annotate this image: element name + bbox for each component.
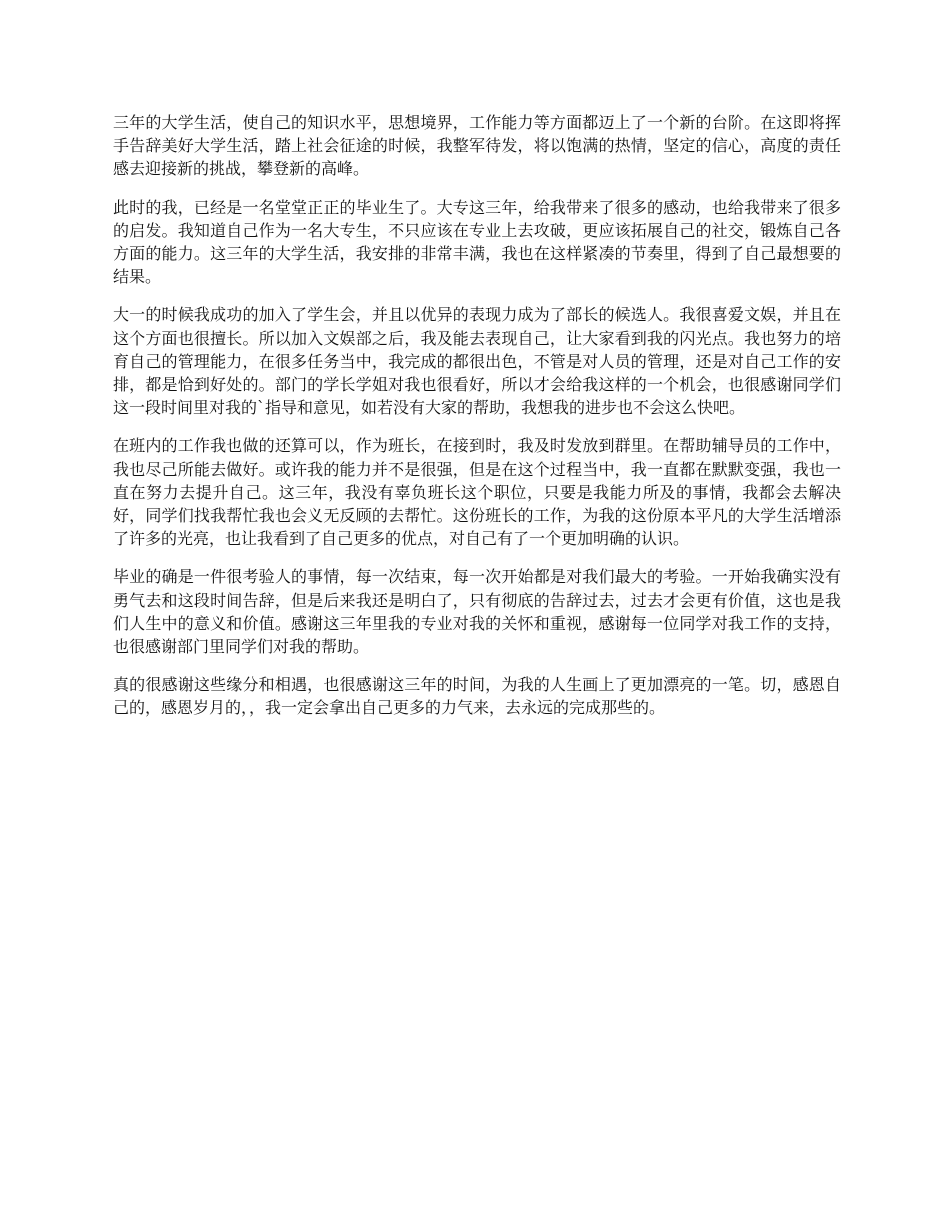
paragraph: 此时的我，已经是一名堂堂正正的毕业生了。大专这三年，给我带来了很多的感动，也给我带来了很多的启发。我知道自己作为一名大专生，不只应该在专业上去攻破，更应该拓展自己的社交，锻炼自己各方面的能力。这三年的大学生活，我安排的非常丰满，我也在这样紧凑的节奏里，得到了自己最想要的结果。 bbox=[113, 197, 841, 287]
paragraph: 毕业的确是一件很考验人的事情，每一次结束，每一次开始都是对我们最大的考验。一开始我确实没有勇气去和这段时间告辞，但是后来我还是明白了，只有彻底的告辞过去，过去才会更有价值，这也是我们人生中的意义和价值。感谢这三年里我的专业对我的关怀和重视，感谢每一位同学对我工作的支持，也很感谢部门里同学们对我的帮助。 bbox=[113, 567, 841, 657]
paragraph: 真的很感谢这些缘分和相遇，也很感谢这三年的时间，为我的人生画上了更加漂亮的一笔。切，感恩自己的，感恩岁月的，，我一定会拿出自己更多的力气来，去永远的完成那些的。 bbox=[113, 675, 841, 718]
paragraph: 三年的大学生活，使自己的知识水平，思想境界，工作能力等方面都迈上了一个新的台阶。在这即将挥手告辞美好大学生活，踏上社会征途的时候，我整军待发，将以饱满的热情，坚定的信心，高度的责任感去迎接新的挑战，攀登新的高峰。 bbox=[113, 113, 841, 179]
paragraph: 在班内的工作我也做的还算可以，作为班长，在接到时，我及时发放到群里。在帮助辅导员的工作中，我也尽己所能去做好。或许我的能力并不是很强，但是在这个过程当中，我一直都在默默变强，我也一直在努力去提升自己。这三年，我没有辜负班长这个职位，只要是我能力所及的事情，我都会去解决好，同学们找我帮忙我也会义无反顾的去帮忙。这份班长的工作，为我的这份原本平凡的大学生活增添了许多的光亮，也让我看到了自己更多的优点，对自己有了一个更加明确的认识。 bbox=[113, 436, 841, 549]
document-body bbox=[113, 111, 841, 735]
paragraph: 大一的时候我成功的加入了学生会，并且以优异的表现力成为了部长的候选人。我很喜爱文娱，并且在这个方面也很擅长。所以加入文娱部之后，我及能去表现自己，让大家看到我的闪光点。我也努力的培育自己的管理能力，在很多任务当中，我完成的都很出色，不管是对人员的管理，还是对自己工作的安排，都是恰到好处的。部门的学长学姐对我也很看好，所以才会给我这样的一个机会，也很感谢同学们这一段时间里对我的`指导和意见，如若没有大家的帮助，我想我的进步也不会这么快吧。 bbox=[113, 305, 841, 418]
